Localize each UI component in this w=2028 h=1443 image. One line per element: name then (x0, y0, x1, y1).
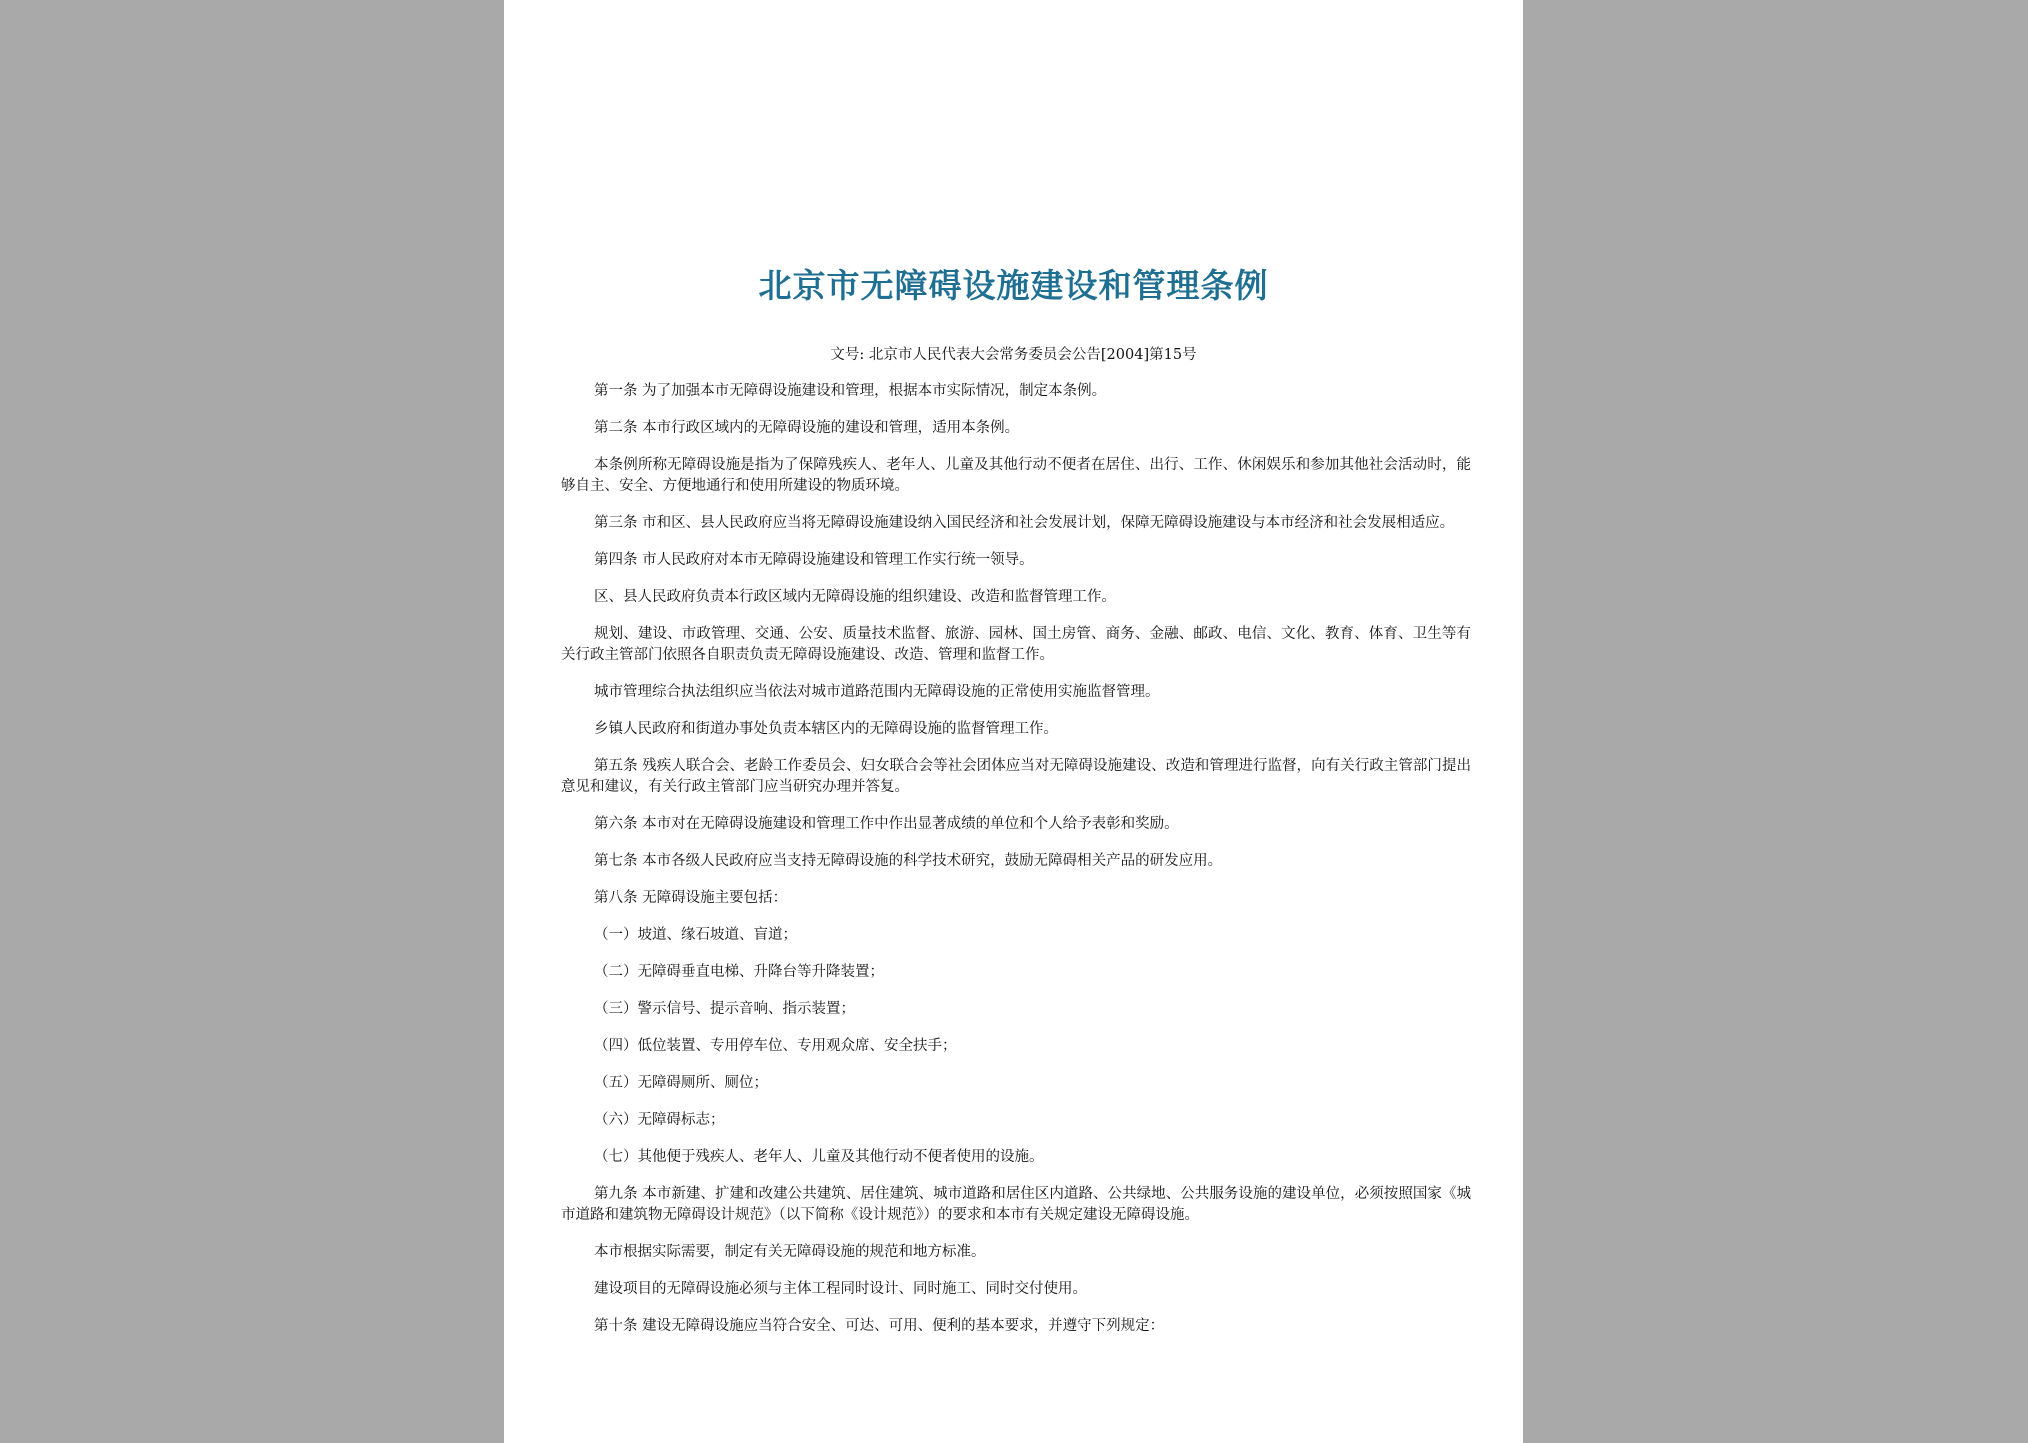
paragraph: 第二条 本市行政区域内的无障碍设施的建设和管理，适用本条例。 (594, 420, 1020, 436)
list-item: （一）坡道、缘石坡道、盲道； (594, 927, 797, 943)
paragraph: 第七条 本市各级人民政府应当支持无障碍设施的科学技术研究，鼓励无障碍相关产品的研发应用。 (594, 853, 1223, 869)
paragraph: 建设项目的无障碍设施必须与主体工程同时设计、同时施工、同时交付使用。 (594, 1281, 1087, 1297)
list-item: （四）低位装置、专用停车位、专用观众席、安全扶手； (594, 1038, 957, 1054)
paragraph: 第六条 本市对在无障碍设施建设和管理工作中作出显著成绩的单位和个人给予表彰和奖励。 (594, 816, 1179, 832)
list-item: （六）无障碍标志； (594, 1112, 725, 1128)
document-title: 北京市无障碍设施建设和管理条例 (758, 266, 1269, 305)
paragraph: 区、县人民政府负责本行政区域内无障碍设施的组织建设、改造和监督管理工作。 (594, 589, 1116, 605)
paragraph: 乡镇人民政府和街道办事处负责本辖区内的无障碍设施的监督管理工作。 (594, 721, 1058, 737)
paragraph: 规划、建设、市政管理、交通、公安、质量技术监督、旅游、园林、国土房管、商务、金融、邮政、电信、文化、教育、体育、卫生等有关行政主管部门依照各自职责负责无障碍设施建设、改造、管理和监督工作。 (561, 626, 1471, 663)
paragraph: 第八条 无障碍设施主要包括： (594, 890, 788, 906)
document-number: 文号: 北京市人民代表大会常务委员会公告[2004]第15号 (830, 347, 1197, 363)
paragraph: 第三条 市和区、县人民政府应当将无障碍设施建设纳入国民经济和社会发展计划，保障无障碍设施建设与本市经济和社会发展相适应。 (594, 515, 1455, 531)
paragraph: 本市根据实际需要，制定有关无障碍设施的规范和地方标准。 (594, 1244, 986, 1260)
paragraph: 第九条 本市新建、扩建和改建公共建筑、居住建筑、城市道路和居住区内道路、公共绿地、公共服务设施的建设单位，必须按照国家《城市道路和建筑物无障碍设计规范》（以下简称《设计规范》）的要求和本市有关规定建设无障碍设施。 (561, 1186, 1471, 1223)
paragraph: 第十条 建设无障碍设施应当符合安全、可达、可用、便利的基本要求，并遵守下列规定： (594, 1318, 1165, 1334)
document-page (504, 0, 1523, 1443)
list-item: （三）警示信号、提示音响、指示装置； (594, 1001, 855, 1017)
paragraph: 第五条 残疾人联合会、老龄工作委员会、妇女联合会等社会团体应当对无障碍设施建设、改造和管理进行监督，向有关行政主管部门提出意见和建议，有关行政主管部门应当研究办理并答复。 (561, 758, 1471, 795)
paragraph: 第四条 市人民政府对本市无障碍设施建设和管理工作实行统一领导。 (594, 552, 1034, 568)
list-item: （七）其他便于残疾人、老年人、儿童及其他行动不便者使用的设施。 (594, 1149, 1044, 1165)
paragraph: 本条例所称无障碍设施是指为了保障残疾人、老年人、儿童及其他行动不便者在居住、出行、工作、休闲娱乐和参加其他社会活动时，能够自主、安全、方便地通行和使用所建设的物质环境。 (561, 457, 1471, 494)
list-item: （二）无障碍垂直电梯、升降台等升降装置； (594, 964, 884, 980)
list-item: （五）无障碍厕所、厕位； (594, 1075, 768, 1091)
paragraph: 第一条 为了加强本市无障碍设施建设和管理，根据本市实际情况，制定本条例。 (594, 383, 1107, 399)
paragraph: 城市管理综合执法组织应当依法对城市道路范围内无障碍设施的正常使用实施监督管理。 (594, 684, 1160, 700)
document-body (561, 381, 1471, 1353)
